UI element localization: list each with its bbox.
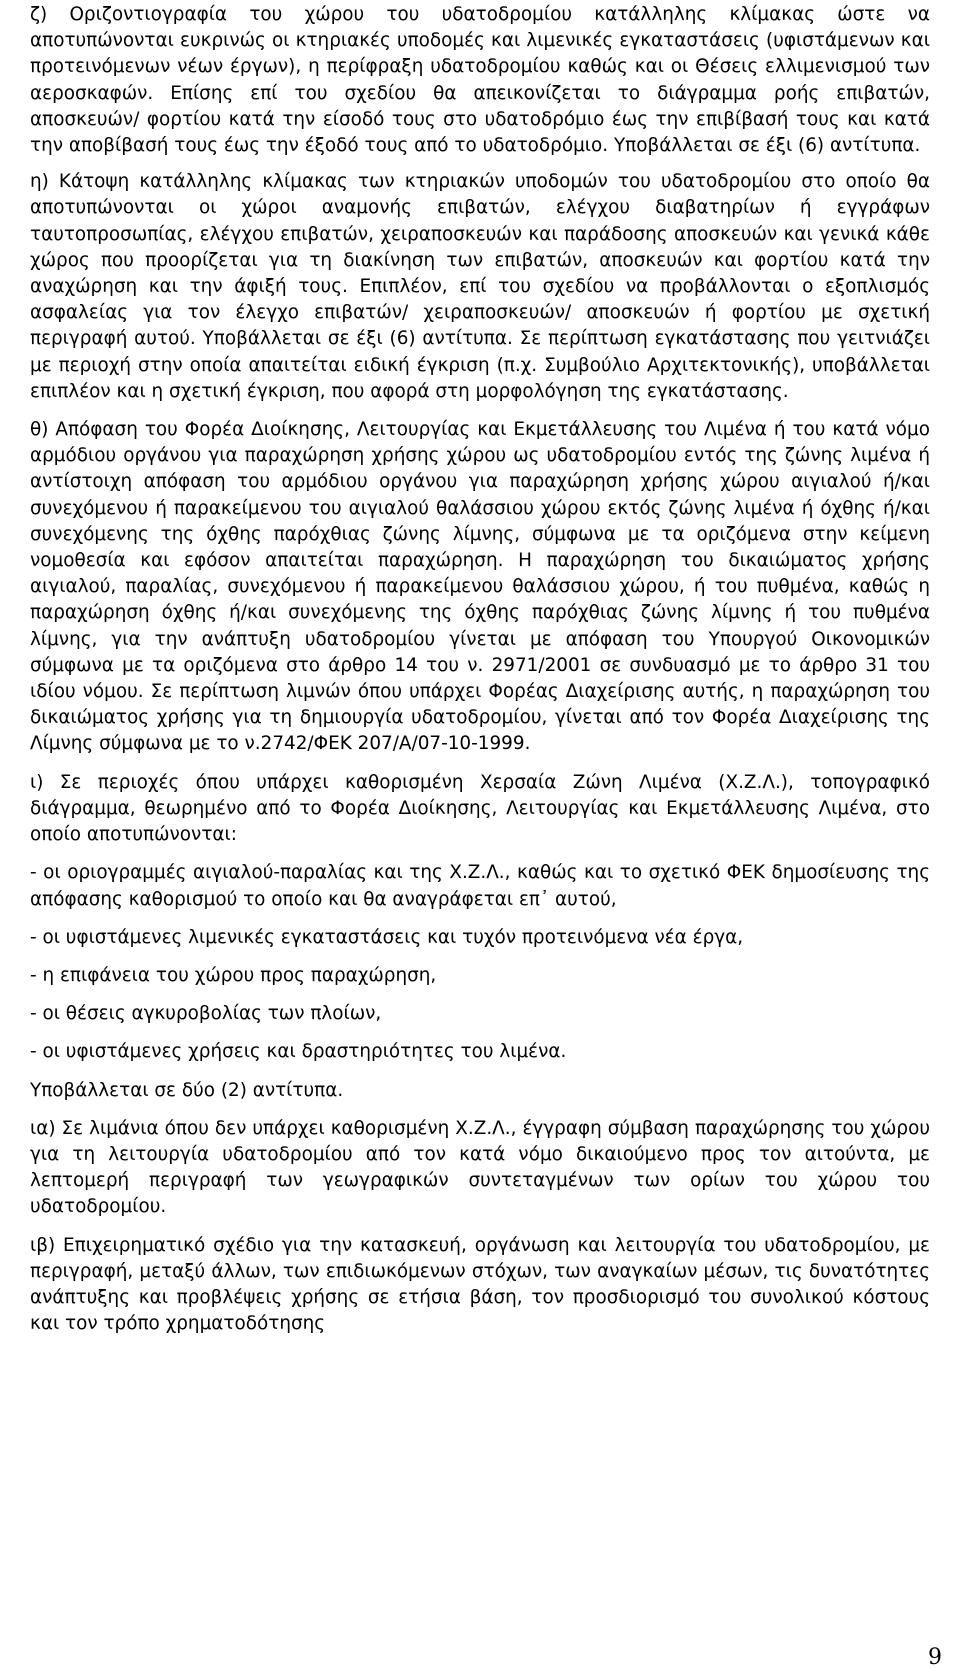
list-item: - η επιφάνεια του χώρου προς παραχώρηση, — [30, 964, 437, 986]
paragraph-zeta: ζ) Οριζοντιογραφία του χώρου του υδατοδρομίου κατάλληλης κλίμακας ώστε να αποτυπώνονται ευκρινώς οι κτηριακές υποδομές και λιμενικές εγκαταστάσεις (υφιστάμενων και προτεινόμενων νέων έργων), η περίφραξη υδατοδρομίου καθώς και οι Θέσεις ελλιμενισμού των αεροσκαφών. Επίσης επί του σχεδίου θα απεικονίζεται το διάγραμμα ροής επιβατών, αποσκευών/ φορτίου κατά την είσοδό τους στο υδατοδρόμιο έως την επιβίβασή τους και κατά την αποβίβασή τους έως την έξοδό τους από το υδατοδρόμιο. Υποβάλλεται σε έξι (6) αντίτυπα. — [30, 4, 930, 157]
paragraph-theta: θ) Απόφαση του Φορέα Διοίκησης, Λειτουργίας και Εκμετάλλευσης του Λιμένα ή του κατά νόμο αρμόδιου οργάνου για παραχώρηση χρήσης χώρου ως υδατοδρομίου εντός της ζώνης λιμένα ή αντίστοιχη απόφαση του αρμόδιου οργάνου για παραχώρηση χρήσης χώρου αιγιαλού ή/και συνεχόμενου ή παρακείμενου του αιγιαλού θαλάσσιου χώρου εκτός ζώνης λιμένα ή όχθης ή/και συνεχόμενης της όχθης παρόχθιας ζώνης λίμνης, σύμφωνα με τα οριζόμενα στην κείμενη νομοθεσία και εφόσον απαιτείται παραχώρηση. Η παραχώρηση του δικαιώματος χρήσης αιγιαλού, παραλίας, συνεχόμενου ή παρακείμενου θαλάσσιου χώρου, ή του πυθμένα, καθώς η παραχώρηση όχθης ή/και συνεχόμενης της όχθης παρόχθιας ζώνης λίμνης ή του πυθμένα λίμνης, για την ανάπτυξη υδατοδρομίου γίνεται με απόφαση του Υπουργού Οικονομικών σύμφωνα με τα οριζόμενα στο άρθρο 14 του ν. 2971/2001 σε συνδυασμό με το άρθρο 31 του ιδίου νόμου. Σε περίπτωση λιμνών όπου υπάρχει Φορέας Διαχείρισης αυτής, η παραχώρηση του δικαιώματος χρήσης για τη δημιουργία υδατοδρομίου, γίνεται από τον Φορέα Διαχείρισης της Λίμνης σύμφωνα με το ν.2742/ΦΕΚ 207/Α/07-10-1999. — [30, 419, 930, 755]
document-page — [30, 2, 930, 1337]
list-item: - οι υφιστάμενες χρήσεις και δραστηριότητες του λιμένα. — [30, 1041, 567, 1063]
paragraph-ia: ια) Σε λιμάνια όπου δεν υπάρχει καθορισμένη Χ.Ζ.Λ., έγγραφη σύμβαση παραχώρησης του χώρου για τη λειτουργία υδατοδρομίου από τον κατά νόμο δικαιούμενο προς τον αιτούντα, με λεπτομερή περιγραφή των γεωγραφικών συντεταγμένων των ορίων του χώρου του υδατοδρομίου. — [30, 1117, 930, 1218]
list-item: - οι οριογραμμές αιγιαλού-παραλίας και της Χ.Ζ.Λ., καθώς και το σχετικό ΦΕΚ δημοσίευσης της απόφασης καθορισμού το οποίο και θα αναγράφεται επ᾽ αυτού, — [30, 862, 930, 910]
page-number: 9 — [928, 1645, 942, 1670]
list-item: - οι υφιστάμενες λιμενικές εγκαταστάσεις και τυχόν προτεινόμενα νέα έργα, — [30, 926, 744, 948]
paragraph-ib: ιβ) Επιχειρηματικό σχέδιο για την κατασκευή, οργάνωση και λειτουργία του υδατοδρομίου, με περιγραφή, μεταξύ άλλων, των επιδιωκόμενων στόχων, των αναγκαίων μέσων, τις δυνατότητες ανάπτυξης και προβλέψεις χρήσης σε ετήσια βάση, τον προσδιορισμό του συνολικού κόστους και τον τρόπο χρηματοδότησης — [30, 1234, 930, 1335]
list-item: - οι θέσεις αγκυροβολίας των πλοίων, — [30, 1003, 382, 1025]
copies-note: Υποβάλλεται σε δύο (2) αντίτυπα. — [30, 1079, 344, 1101]
paragraph-iota: ι) Σε περιοχές όπου υπάρχει καθορισμένη Χερσαία Ζώνη Λιμένα (Χ.Ζ.Λ.), τοπογραφικό διάγραμμα, θεωρημένο από το Φορέα Διοίκησης, Λειτουργίας και Εκμετάλλευσης Λιμένα, στο οποίο αποτυπώνονται: — [30, 771, 930, 846]
paragraph-eta: η) Κάτοψη κατάλληλης κλίμακας των κτηριακών υποδομών του υδατοδρομίου στο οποίο θα αποτυπώνονται οι χώροι αναμονής επιβατών, ελέγχου διαβατηρίων ή εγγράφων ταυτοπροσωπίας, ελέγχου επιβατών, χειραποσκευών και παράδοσης αποσκευών και γενικά κάθε χώρος που προορίζεται για τη διακίνηση των επιβατών, αποσκευών και φορτίου κατά την αναχώρηση και την άφιξή τους. Επιπλέον, επί του σχεδίου να προβάλλονται ο εξοπλισμός ασφαλείας για τον έλεγχο επιβατών/ χειραποσκευών/ αποσκευών ή φορτίου με σχετική περιγραφή αυτού. Υποβάλλεται σε έξι (6) αντίτυπα. Σε περίπτωση εγκατάστασης που γειτνιάζει με περιοχή στην οποία απαιτείται ειδική έγκριση (π.χ. Συμβούλιο Αρχιτεκτονικής), υποβάλλεται επιπλέον και η σχετική έγκριση, που αφορά στη μορφολόγηση της εγκατάστασης. — [30, 171, 930, 402]
